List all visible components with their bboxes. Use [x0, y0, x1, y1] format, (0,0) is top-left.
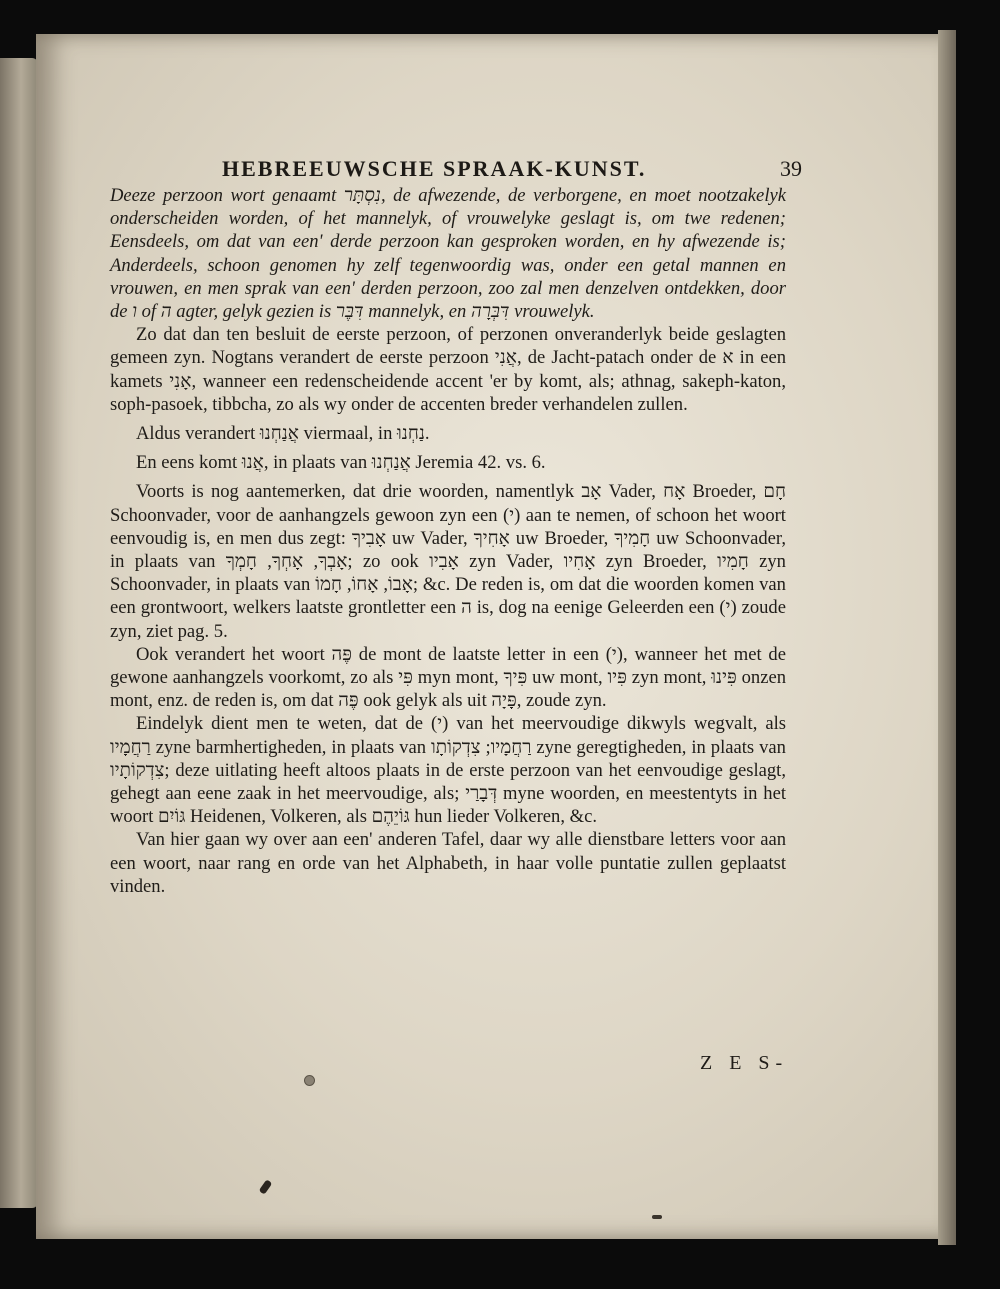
paragraph-2: Zo dat dan ten besluit de eerste perzoon, of perzonen onveranderlyk beide geslagten gemeen zyn. Nogtans verandert de eerste perzoon אֲנִי, de Jacht-patach onder de א in een kamets אָנִי, wanneer een redenscheidende accent 'er by komt, als; athnag, sakeph-katon, soph-pasoek, tibbcha, zo als wy onder de accenten breder verhandelen zullen. — [110, 324, 786, 415]
body-text — [110, 184, 786, 898]
paragraph-8: Van hier gaan wy over aan een' anderen Tafel, daar wy alle dienstbare letters voor aan een woort, naar rang en orde van het Alphabeth, in haar volle puntatie zullen geplaatst vinden. — [110, 829, 786, 897]
page-number: 39 — [780, 156, 802, 181]
paragraph-3: Aldus verandert אֲנַחְנוּ viermaal, in נַחְנוּ. — [136, 423, 430, 445]
paragraph-5: Voorts is nog aantemerken, dat drie woorden, namentlyk אָב Vader, אָח Broeder, חָם Schoonvader, voor de aanhangzels gewoon zyn een (י) aan te nemen, of schoon het woort eenvoudig is, en men dus zegt: אָבִיךָ uw Vader, אָחִיךָ uw Broeder, חָמִיךָ uw Schoonvader, in plaats van אָבְךָ, אָחְךָ, חָמְךָ; zo ook אָבִיו zyn Vader, אָחִיו zyn Broeder, חָמִיו zyn Schoonvader, in plaats van אָבוֹ, אָחוֹ, חָמוֹ; &c. De reden is, om dat die woorden komen van een grontwoort, welkers laatste grontletter een ה is, dog na eenige Geleerden een (י) zoude zyn, ziet pag. 5. — [110, 481, 787, 642]
left-page-edge — [0, 58, 38, 1208]
paragraph-6: Ook verandert het woort פֶּה de mont de laatste letter in een (י), wanneer het met de gewone aanhangzels voorkomt, zo als פִּי myn mont, פִּיךָ uw mont, פִּיו zyn mont, פִּינוּ onzen mont, enz. de reden is, om dat פֶּה ook gelyk als uit פָּיָה, zoude zyn. — [110, 643, 787, 712]
paragraph-1: Deeze perzoon wort genaamt נִסְתָּר, de afwezende, de verborgene, en moet nootzakelyk onderscheiden worden, of het mannelyk, of vrouwelyke geslagt is, om twe redenen; Eensdeels, om dat van een' derde perzoon kan gesproken worden, en hy afwezende is; Anderdeels, schoon genomen hy zelf tegenwoordig was, onder een getal mannen en vrouwen, en men sprak van een' derden perzoon, zoo zal men denzelven ontdekken, door de ו of ה agter, gelyk gezien is דִּבֶּר mannelyk, en דִּבְּרָה vrouwelyk. — [110, 185, 786, 323]
catchword: Z E S- — [700, 1052, 789, 1074]
paragraph-7: Eindelyk dient men te weten, dat de (י) van het meervoudige dikwyls wegvalt, als רַחֲמָיו zyne barmhertigheden, in plaats van רַחֲמָיו; צִדְקוֹתָו zyne geregtigheden, in plaats van צִדְקוֹתָיו; deze uitlating heeft altoos plaats in de erste perzoon van het eenvoudige geslagt, gehegt aan eene zaak in het meervoudige, als; דְּבָרַי myne woorden, en meestentyts in het woort גּוֹיִם Heidenen, Volkeren, als גּוֹיֵהֶם hun lieder Volkeren, &c. — [110, 713, 787, 828]
paragraph-4: En eens komt אֲנוּ, in plaats van אֲנַחְנוּ Jeremia 42. vs. 6. — [136, 452, 546, 474]
running-title: HEBREEUWSCHE SPRAAK-KUNST. — [222, 156, 647, 181]
ink-spot — [652, 1215, 662, 1219]
ink-spot — [304, 1075, 315, 1086]
right-page-edge — [938, 30, 956, 1245]
